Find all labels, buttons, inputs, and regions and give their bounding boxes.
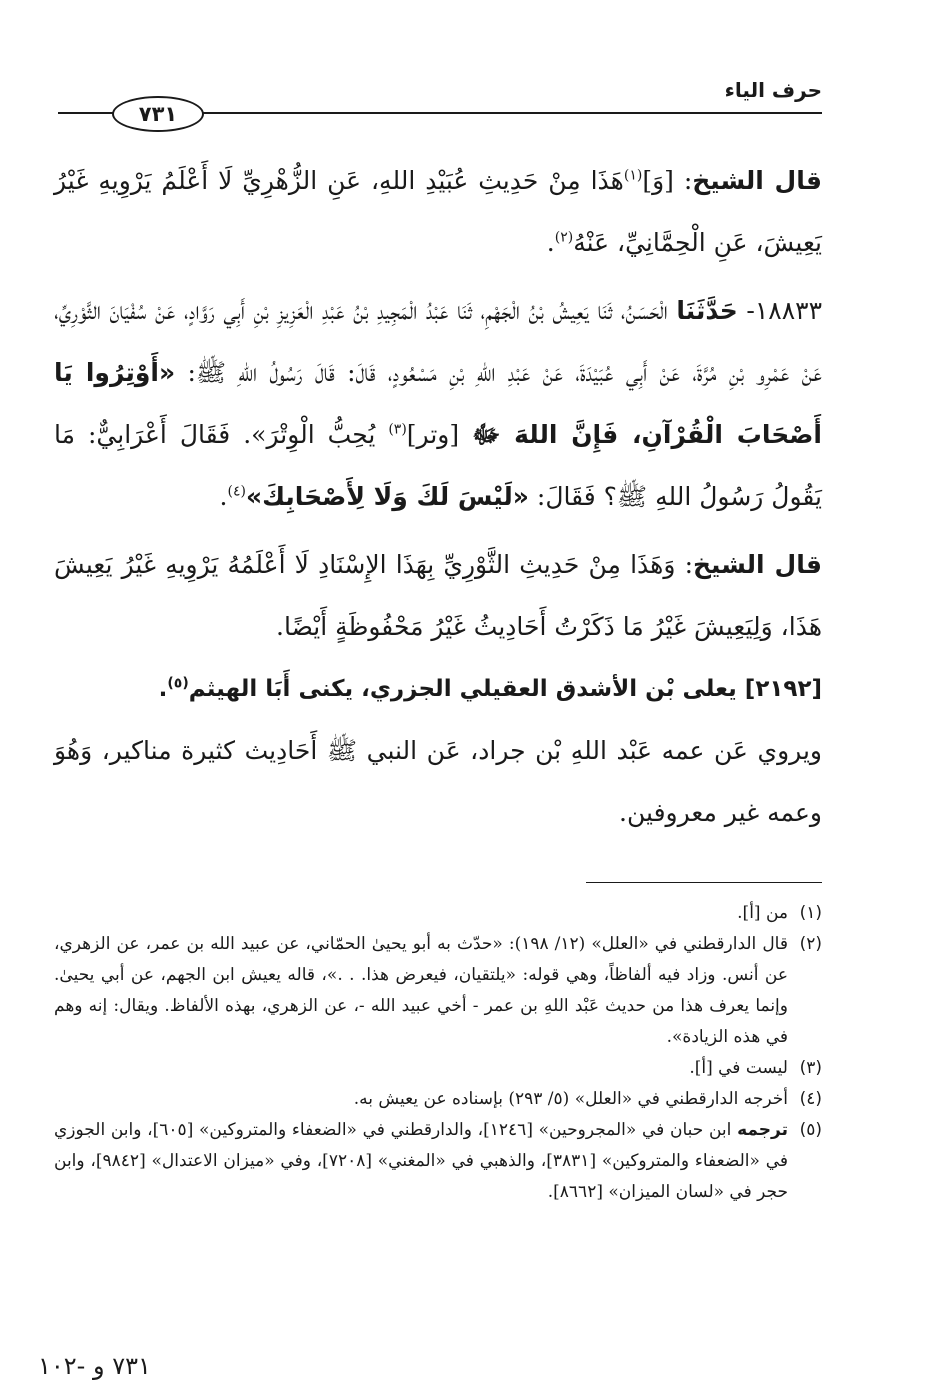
footnote-label-tarjamahu: ترجمه	[737, 1120, 789, 1140]
footnote-text: قال الدارقطني في «العلل» (١٢/ ١٩٨): «حدّث به أبو يحيىٰ الحمّاني، عن عبيد الله بن عمر، عن الزهري، عن أنس. وزاد فيه ألفاظاً، وهي قوله: «يلتقيان، فيعرض هذا. . .»، قاله يعيش ابن الجهم، عن أبي يحيىٰ. وإنما يعرف هذا من حديث عَبْد اللهِ بن عمر - أخي عبيد الله -، عن الزهري، بهذه الألفاظ. ويقال: إنه وهم في هذه الزيادة».	[54, 934, 788, 1047]
text-span: .	[546, 228, 555, 257]
footnote-ref-2[interactable]: (٢)	[554, 229, 574, 246]
footnote-text: من [أ].	[737, 903, 788, 923]
footnotes	[54, 898, 822, 1208]
footnote-ref-1[interactable]: (١)	[623, 167, 643, 184]
page-number-oval: ٧٣١	[112, 96, 204, 132]
main-text	[54, 150, 822, 844]
footnote-number: (٢)	[799, 934, 822, 954]
running-header-title: حرف الياء	[724, 78, 822, 102]
hadith-number: ١٨٨٣٣-	[746, 296, 822, 325]
footnote-5	[54, 1115, 822, 1208]
footnote-text: ابن حبان في «المجروحين» [١٢٤٦]، والدارقطني في «الضعفاء والمتروكين» [٦٠٥]، وابن الجوزي في «الضعفاء والمتروكين» [٣٨٣١]، والذهبي في «المغني» [٧٢٠٨]، وفي «ميزان الاعتدال» [٩٨٤٢]، وابن حجر في «لسان الميزان» [٨٦٦٢].	[54, 1120, 788, 1202]
footnote-3	[54, 1053, 822, 1084]
label-qal-al-shaykh: قال الشيخ	[692, 166, 822, 195]
paragraph-shaykh-comment-2	[54, 534, 822, 658]
text-span: الْحَسَنُ، ثَنَا يَعِيشُ بْنُ الْجَهْمِ، ثَنَا عَبْدُ الْمَجِيدِ بْنُ عَبْدِ الْعَزِيزِ بْنِ أَبِي رَوَّادٍ، عَنْ سُفْيَانَ الثَّوْرِيِّ، عَنْ عَمْرِو بْنِ مُرَّةَ، عَنْ أَبِي عُبَيْدَةَ، عَنْ عَبْدِ اللهِ بْنِ مَسْعُودٍ، قَالَ: قَالَ رَسُولُ اللهِ ﷺ:	[54, 296, 822, 387]
footnote-ref-3[interactable]: (٣)	[388, 421, 407, 438]
footnote-ref-4[interactable]: (٤)	[227, 483, 246, 500]
text-span: .	[219, 482, 228, 511]
footnote-text: ليست في [أ].	[689, 1058, 788, 1078]
text-span: يُحِبُّ الْوِتْرَ». فَقَالَ أَعْرَابِيٌّ: مَا يَقُولُ رَسُولُ اللهِ ﷺ؟ فَقَالَ:	[54, 420, 822, 511]
text-span: : وَهَذَا مِنْ حَدِيثِ الثَّوْرِيِّ بِهَذَا الإِسْنَادِ لَا أَعْلَمُهُ يَرْوِيهِ غَيْرُ يَعِيشَ هَذَا، وَلِيَعِيشَ غَيْرُ مَا ذَكَرْتُ أَحَادِيثُ غَيْرُ مَحْفُوظَةٍ أَيْضًا.	[54, 550, 822, 641]
label-qal-al-shaykh-2: قال الشيخ	[693, 550, 822, 579]
footnote-number: (٣)	[799, 1058, 822, 1078]
footnote-separator	[586, 882, 822, 883]
page-footer-code: ٧٣١ و -١٠٢	[38, 1352, 151, 1380]
footnote-text-wrap	[54, 1115, 788, 1208]
text-span: هَذَا مِنْ حَدِيثِ عُبَيْدِ اللهِ، عَنِ الزُّهْرِيِّ لَا أَعْلَمُ يَرْوِيهِ غَيْرُ يَعِيشَ، عَنِ الْحِمَّانِيِّ، عَنْهُ	[54, 166, 822, 257]
footnote-text: أخرجه الدارقطني في «العلل» (٥/ ٢٩٣) بإسناده عن يعيش به.	[353, 1089, 788, 1109]
label-haddathana: حَدَّثَنَا	[676, 296, 738, 325]
paragraph-entry-body: ويروي عَن عمه عَبْد اللهِ بْن جراد، عَن النبي ﷺ أَحَادِيث كثيرة مناكير، وَهُوَ وعمه غير معروفين.	[54, 736, 822, 827]
text-span: : [وَ]	[642, 166, 693, 195]
prophetic-quote-1: «أَوْتِرُوا يَا أَصْحَابَ الْقُرْآنِ، فَإِنَّ اللهَ ﷻ	[54, 358, 822, 449]
footnote-2	[54, 929, 822, 1053]
paragraph-shaykh-comment-1	[54, 150, 822, 274]
footnote-1	[54, 898, 822, 929]
paragraph-hadith-18833	[54, 280, 822, 528]
footnote-ref-5[interactable]: (٥)	[167, 675, 189, 692]
entry-heading-2192	[54, 658, 822, 720]
prophetic-quote-2: «لَيْسَ لَكَ وَلَا لِأَصْحَابِكَ»	[245, 482, 529, 511]
footnote-number: (٤)	[799, 1089, 822, 1109]
text-span: [وتر]	[406, 420, 460, 449]
footnote-number: (١)	[799, 903, 822, 923]
footnote-4	[54, 1084, 822, 1115]
text-span: .	[158, 676, 168, 702]
text-span: [٢١٩٢] يعلى بْن الأشدق العقيلي الجزري، يكنى أَبَا الهيثم	[188, 676, 822, 702]
footnote-number: (٥)	[799, 1120, 822, 1140]
